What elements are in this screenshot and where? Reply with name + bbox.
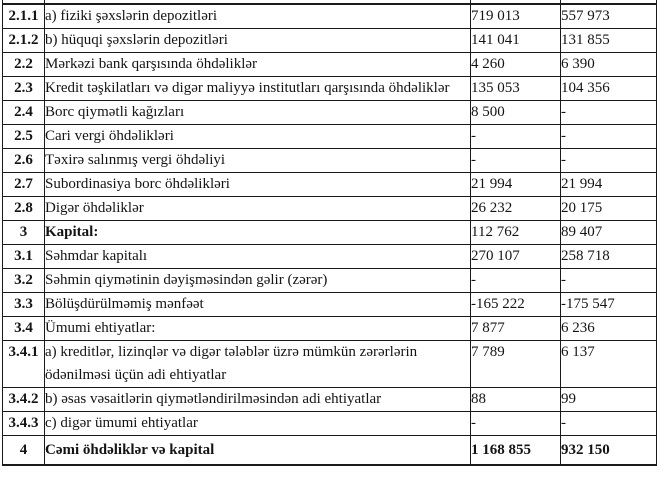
row-number-cell: 3.4 <box>3 317 45 341</box>
row-value-current-cell: - <box>471 269 561 293</box>
row-number-cell: 2.8 <box>3 197 45 221</box>
row-number-cell: 3.3 <box>3 293 45 317</box>
table-row <box>3 388 657 412</box>
row-value-previous-cell: - <box>561 101 657 125</box>
row-label-cell: Kapital: <box>45 221 471 245</box>
row-number-cell: 3.1 <box>3 245 45 269</box>
table-row <box>3 197 657 221</box>
row-label-cell: Mərkəzi bank qarşısında öhdəliklər <box>45 53 471 77</box>
table-row <box>3 293 657 317</box>
row-label-cell: Cəmi öhdəliklər və kapital <box>45 436 471 466</box>
row-label-cell: Borc qiymətli kağızları <box>45 101 471 125</box>
row-value-current-cell: 270 107 <box>471 245 561 269</box>
row-label-cell: Subordinasiya borc öhdəlikləri <box>45 173 471 197</box>
table-row <box>3 149 657 173</box>
row-value-current-cell: 8 500 <box>471 101 561 125</box>
row-value-current-cell: 7 789 <box>471 341 561 388</box>
row-value-previous-cell: 99 <box>561 388 657 412</box>
row-value-previous-cell: 104 356 <box>561 77 657 101</box>
row-value-current-cell: - <box>471 125 561 149</box>
table-row <box>3 101 657 125</box>
table-row <box>3 77 657 101</box>
row-value-current-cell: -165 222 <box>471 293 561 317</box>
row-number-cell: 3.4.2 <box>3 388 45 412</box>
row-value-current-cell: 26 232 <box>471 197 561 221</box>
table-row <box>3 221 657 245</box>
table-row <box>3 53 657 77</box>
row-value-previous-cell: 6 236 <box>561 317 657 341</box>
table-row <box>3 412 657 436</box>
row-label-cell: a) kreditlər, lizinqlər və digər tələblər üzrə mümkün zərərlərin ödənilməsi üçün adi ehtiyatlar <box>45 341 471 388</box>
row-number-cell: 2.3 <box>3 77 45 101</box>
row-label-cell: b) hüquqi şəxslərin depozitləri <box>45 29 471 53</box>
row-number-cell: 2.1.2 <box>3 29 45 53</box>
row-value-previous-cell: - <box>561 269 657 293</box>
row-label-cell: Səhmdar kapitalı <box>45 245 471 269</box>
row-number-cell: 3 <box>3 221 45 245</box>
row-value-current-cell: 4 260 <box>471 53 561 77</box>
row-label-cell: Ümumi ehtiyatlar: <box>45 317 471 341</box>
table-row <box>3 269 657 293</box>
row-value-current-cell: 1 168 855 <box>471 436 561 466</box>
row-number-cell: 2.6 <box>3 149 45 173</box>
row-value-current-cell: 141 041 <box>471 29 561 53</box>
row-value-previous-cell: 6 390 <box>561 53 657 77</box>
table-row <box>3 245 657 269</box>
row-value-current-cell: 719 013 <box>471 4 561 29</box>
row-label-cell: Kredit təşkilatları və digər maliyyə institutları qarşısında öhdəliklər <box>45 77 471 101</box>
row-label-cell: a) fiziki şəxslərin depozitləri <box>45 4 471 29</box>
financial-statement-table <box>2 0 657 466</box>
row-number-cell: 2.2 <box>3 53 45 77</box>
row-label-cell: Cari vergi öhdəlikləri <box>45 125 471 149</box>
row-label-cell: Bölüşdürülməmiş mənfəət <box>45 293 471 317</box>
table-row <box>3 341 657 388</box>
row-value-previous-cell: - <box>561 149 657 173</box>
table-row <box>3 29 657 53</box>
row-value-previous-cell: 21 994 <box>561 173 657 197</box>
row-value-previous-cell: 557 973 <box>561 4 657 29</box>
row-value-current-cell: 135 053 <box>471 77 561 101</box>
row-value-previous-cell: -175 547 <box>561 293 657 317</box>
row-label-cell: Səhmin qiymətinin dəyişməsindən gəlir (zərər) <box>45 269 471 293</box>
table-body <box>3 0 657 465</box>
row-value-current-cell: 88 <box>471 388 561 412</box>
row-label-cell: b) əsas vəsaitlərin qiymətləndirilməsindən adi ehtiyatlar <box>45 388 471 412</box>
row-value-previous-cell: 89 407 <box>561 221 657 245</box>
row-value-previous-cell: - <box>561 125 657 149</box>
row-value-current-cell: 7 877 <box>471 317 561 341</box>
table-row <box>3 436 657 466</box>
row-label-cell: Təxirə salınmış vergi öhdəliyi <box>45 149 471 173</box>
table-row <box>3 317 657 341</box>
row-value-previous-cell: 258 718 <box>561 245 657 269</box>
row-number-cell: 2.4 <box>3 101 45 125</box>
row-number-cell: 2.5 <box>3 125 45 149</box>
row-value-previous-cell: 932 150 <box>561 436 657 466</box>
row-value-previous-cell: 6 137 <box>561 341 657 388</box>
row-value-previous-cell: 131 855 <box>561 29 657 53</box>
row-number-cell: 3.2 <box>3 269 45 293</box>
row-value-current-cell: - <box>471 412 561 436</box>
row-value-current-cell: 112 762 <box>471 221 561 245</box>
row-value-previous-cell: - <box>561 412 657 436</box>
row-number-cell: 3.4.3 <box>3 412 45 436</box>
row-number-cell: 3.4.1 <box>3 341 45 388</box>
row-label-cell: c) digər ümumi ehtiyatlar <box>45 412 471 436</box>
table-row <box>3 125 657 149</box>
row-number-cell: 2.7 <box>3 173 45 197</box>
table-row <box>3 4 657 29</box>
row-value-current-cell: 21 994 <box>471 173 561 197</box>
row-number-cell: 4 <box>3 436 45 466</box>
row-number-cell: 2.1.1 <box>3 4 45 29</box>
row-value-previous-cell: 20 175 <box>561 197 657 221</box>
row-value-current-cell: - <box>471 149 561 173</box>
row-label-cell: Digər öhdəliklər <box>45 197 471 221</box>
table-row <box>3 173 657 197</box>
